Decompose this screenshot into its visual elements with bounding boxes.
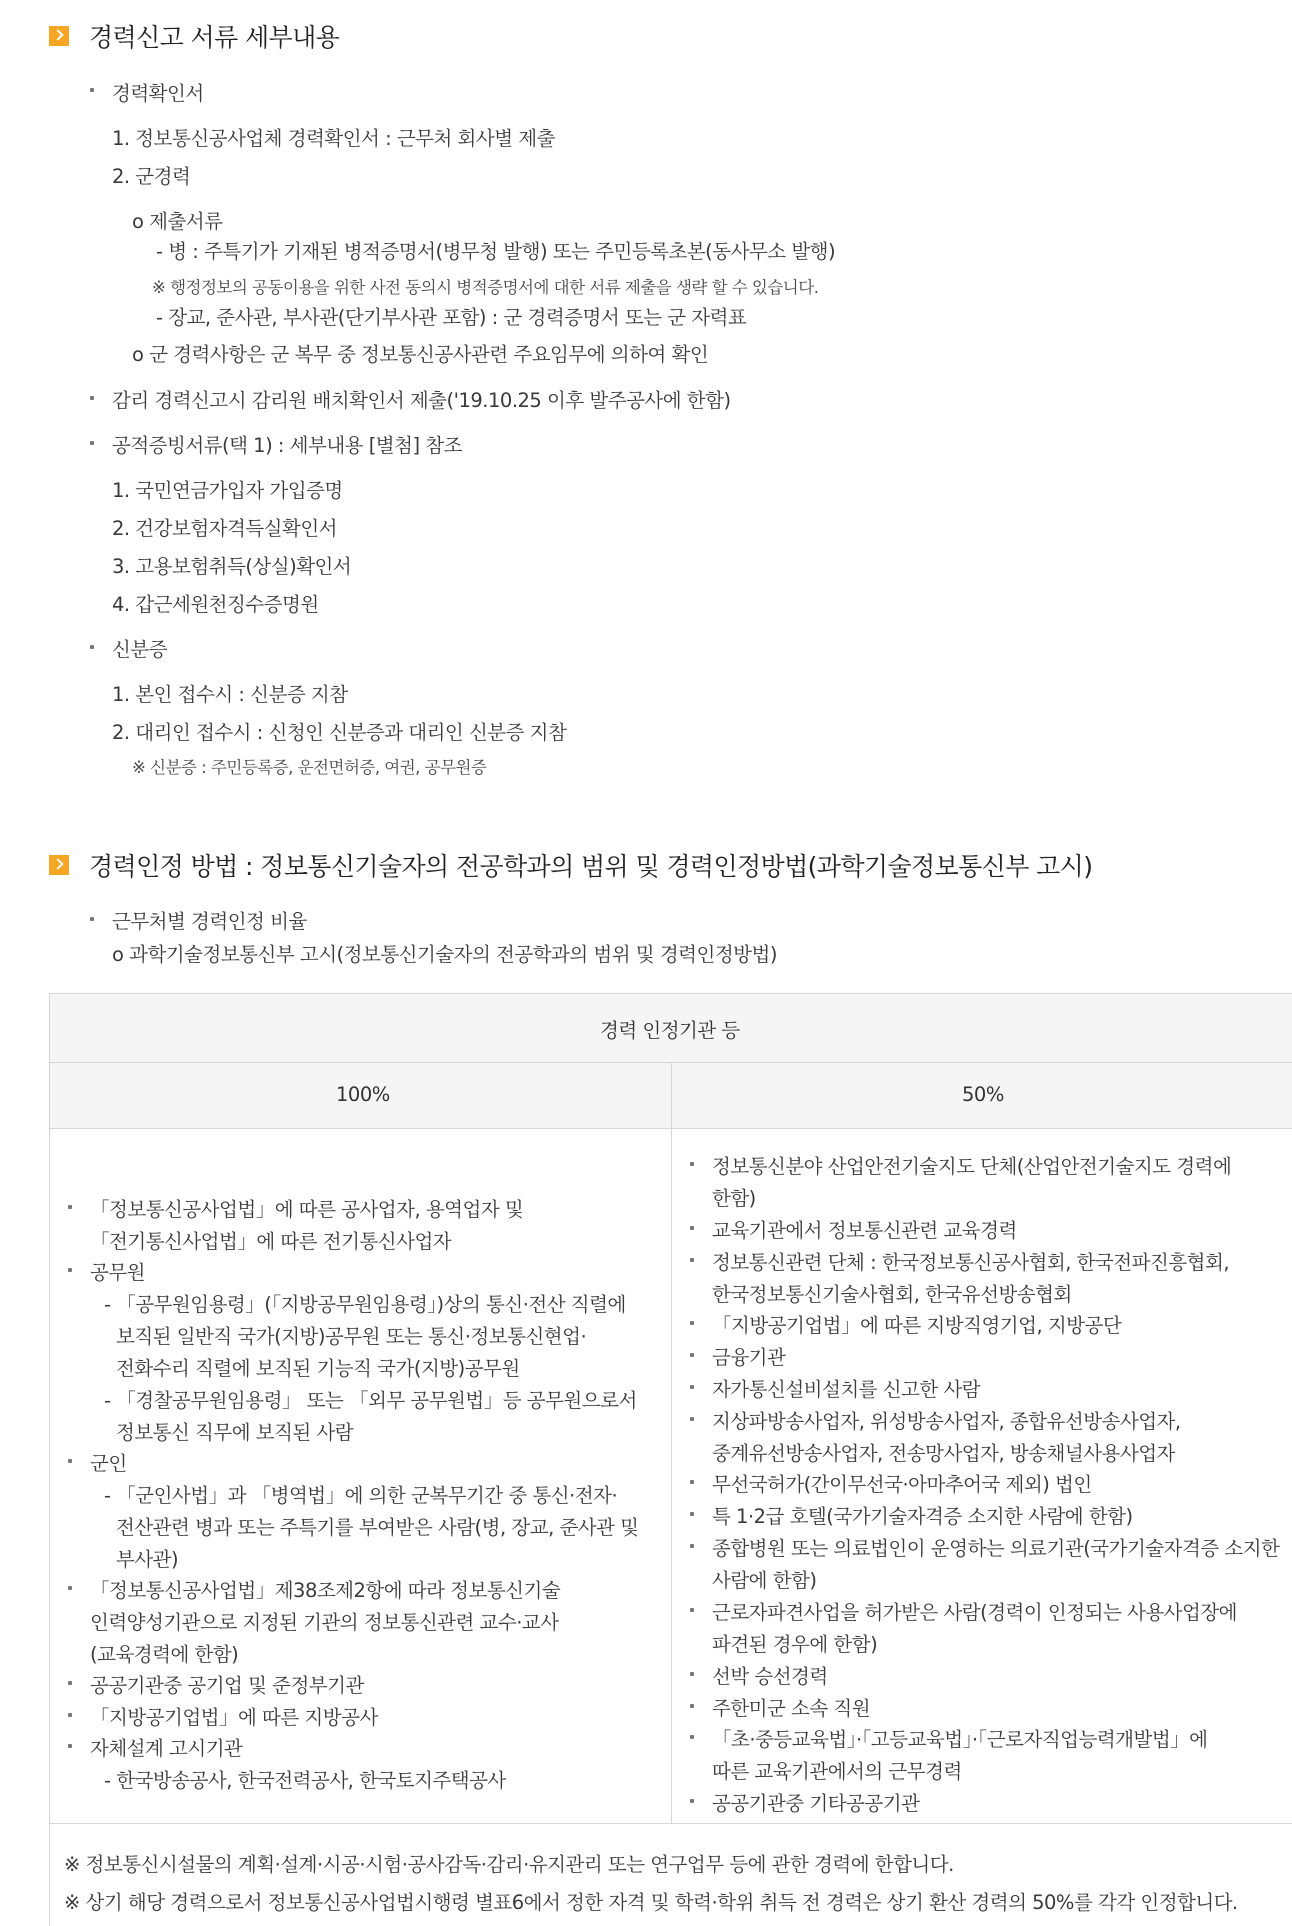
table-cell-line: 한함) — [712, 1187, 756, 1210]
list-item: 2. 건강보험자격득실확인서 — [112, 517, 338, 540]
bullet-icon — [90, 441, 94, 445]
list-item: 3. 고용보험취득(상실)확인서 — [112, 555, 352, 578]
table-cell-line: 파견된 경우에 한함) — [712, 1633, 878, 1656]
list-item: o 제출서류 — [132, 210, 223, 233]
bullet-icon — [68, 1681, 72, 1685]
bullet-icon — [690, 1672, 694, 1676]
bullet-icon — [690, 1704, 694, 1708]
table-cell-line: 「정보통신공사업법」에 따른 공사업자, 용역업자 및 — [90, 1198, 524, 1221]
table-cell-line: - 한국방송공사, 한국전력공사, 한국토지주택공사 — [104, 1769, 506, 1792]
bullet-icon — [690, 1226, 694, 1230]
table-note: ※ 상기 해당 경력으로서 정보통신공사업법시행령 별표6에서 정한 자격 및 학력·학위 취득 전 경력은 상기 환산 경력의 50%를 각각 인정합니다. — [64, 1891, 1238, 1914]
table-cell-line: 부사관) — [116, 1548, 179, 1571]
bullet-icon — [90, 88, 94, 92]
list-item: 공적증빙서류(택 1) : 세부내용 [별첨] 참조 — [112, 434, 462, 457]
table-cell-line: 선박 승선경력 — [712, 1665, 828, 1688]
bullet-icon — [690, 1799, 694, 1803]
list-item: 4. 갑근세원천징수증명원 — [112, 593, 319, 616]
bullet-icon — [690, 1321, 694, 1325]
table-cell-line: 군인 — [90, 1452, 127, 1475]
table-cell-line: 정보통신분야 산업안전기술지도 단체(산업안전기술지도 경력에 — [712, 1155, 1232, 1178]
bullet-icon — [690, 1385, 694, 1389]
table-cell-line: - 「공무원임용령」(「지방공무원임용령」)상의 통신·전산 직렬에 — [104, 1293, 626, 1316]
table-cell-line: 지상파방송사업자, 위성방송사업자, 종합유선방송사업자, — [712, 1410, 1181, 1433]
table-cell-line: 자체설계 고시기관 — [90, 1737, 243, 1760]
column-divider — [671, 1063, 672, 1823]
table-note: ※ 정보통신시설물의 계획·설계·시공·시험·공사감독·감리·유지관리 또는 연구업무 등에 관한 경력에 한합니다. — [64, 1853, 954, 1876]
table-cell-line: 정보통신 직무에 보직된 사람 — [116, 1421, 354, 1444]
list-item: o 군 경력사항은 군 복무 중 정보통신공사관련 주요임무에 의하여 확인 — [132, 343, 709, 366]
table-cell-line: 공공기관중 기타공공기관 — [712, 1792, 920, 1815]
bullet-icon — [690, 1608, 694, 1612]
table-cell-line: 「지방공기업법」에 따른 지방직영기업, 지방공단 — [712, 1314, 1122, 1337]
table-cell-line: 「전기통신사업법」에 따른 전기통신사업자 — [90, 1230, 452, 1253]
list-item: 감리 경력신고시 감리원 배치확인서 제출('19.10.25 이후 발주공사에 한함) — [112, 389, 731, 412]
bullet-icon — [690, 1512, 694, 1516]
note-text: ※ 신분증 : 주민등록증, 운전면허증, 여권, 공무원증 — [132, 758, 487, 777]
table-cell-line: 인력양성기관으로 지정된 기관의 정보통신관련 교수·교사 — [90, 1611, 559, 1634]
table-cell-line: 공무원 — [90, 1261, 146, 1284]
list-item: 1. 정보통신공사업체 경력확인서 : 근무처 회사별 제출 — [112, 127, 555, 150]
bullet-icon — [90, 396, 94, 400]
table-cell-line: 보직된 일반직 국가(지방)공무원 또는 통신·정보통신현업· — [116, 1325, 587, 1348]
table-cell-line: 한국정보통신기술사협회, 한국유선방송협회 — [712, 1283, 1072, 1306]
section-title-career-method: 경력인정 방법 : 정보통신기술자의 전공학과의 범위 및 경력인정방법(과학기술정보통신부 고시) — [89, 852, 1093, 881]
bullet-icon — [690, 1735, 694, 1739]
career-ratio-table — [49, 993, 1292, 1926]
note-text: ※ 행정정보의 공동이용을 위한 사전 동의시 병적증명서에 대한 서류 제출을 생략 할 수 있습니다. — [152, 278, 819, 297]
table-cell-line: 무선국허가(간이무선국·아마추어국 제외) 법인 — [712, 1473, 1092, 1496]
section-marker-icon — [49, 855, 69, 875]
bullet-icon — [90, 645, 94, 649]
bullet-icon — [68, 1205, 72, 1209]
table-cell-line: 중계유선방송사업자, 전송망사업자, 방송채널사용사업자 — [712, 1442, 1175, 1465]
section-title-career-documents: 경력신고 서류 세부내용 — [89, 23, 340, 52]
bullet-icon — [690, 1258, 694, 1262]
bullet-icon — [68, 1459, 72, 1463]
list-item: - 병 : 주특기가 기재된 병적증명서(병무청 발행) 또는 주민등록초본(동사무소 발행) — [156, 240, 836, 263]
list-item: 신분증 — [112, 638, 168, 661]
bullet-icon — [68, 1268, 72, 1272]
table-cell-line: 「지방공기업법」에 따른 지방공사 — [90, 1706, 378, 1729]
section-marker-icon — [49, 26, 69, 46]
table-cell-line: 금융기관 — [712, 1346, 786, 1369]
table-cell-line: 사람에 한함) — [712, 1569, 817, 1592]
list-item: 1. 본인 접수시 : 신분증 지참 — [112, 683, 348, 706]
list-item: - 장교, 준사관, 부사관(단기부사관 포함) : 군 경력증명서 또는 군 자력표 — [156, 306, 747, 329]
column-header-50: 50% — [962, 1083, 1004, 1106]
list-item: 근무처별 경력인정 비율 — [112, 910, 307, 933]
table-cell-line: 종합병원 또는 의료법인이 운영하는 의료기관(국가기술자격증 소지한 — [712, 1537, 1280, 1560]
table-cell-line: 근로자파견사업을 허가받은 사람(경력이 인정되는 사용사업장에 — [712, 1601, 1238, 1624]
list-item: 1. 국민연금가입자 가입증명 — [112, 479, 343, 502]
bullet-icon — [690, 1480, 694, 1484]
row-divider — [50, 1823, 1292, 1824]
table-cell-line: 특 1·2급 호텔(국가기술자격증 소지한 사람에 한함) — [712, 1505, 1133, 1528]
list-item: 2. 대리인 접수시 : 신청인 신분증과 대리인 신분증 지참 — [112, 721, 567, 744]
list-item: o 과학기술정보통신부 고시(정보통신기술자의 전공학과의 범위 및 경력인정방법) — [112, 943, 777, 966]
table-cell-line: - 「경찰공무원임용령」 또는 「외무 공무원법」등 공무원으로서 — [104, 1389, 637, 1412]
bullet-icon — [68, 1744, 72, 1748]
table-cell-line: (교육경력에 한함) — [90, 1643, 239, 1666]
table-cell-line: 「초·중등교육법」·「고등교육법」·「근로자직업능력개발법」에 — [712, 1728, 1208, 1751]
bullet-icon — [68, 1586, 72, 1590]
bullet-icon — [90, 917, 94, 921]
table-cell-line: 「정보통신공사업법」제38조제2항에 따라 정보통신기술 — [90, 1579, 561, 1602]
table-cell-line: 전산관련 병과 또는 주특기를 부여받은 사람(병, 장교, 준사관 및 — [116, 1516, 639, 1539]
table-cell-line: 따른 교육기관에서의 근무경력 — [712, 1760, 962, 1783]
table-cell-line: 교육기관에서 정보통신관련 교육경력 — [712, 1219, 1017, 1242]
bullet-icon — [690, 1544, 694, 1548]
bullet-icon — [690, 1417, 694, 1421]
list-item: 2. 군경력 — [112, 165, 191, 188]
list-item: 경력확인서 — [112, 82, 204, 105]
table-cell-line: - 「군인사법」과 「병역법」에 의한 군복무기간 중 통신·전자· — [104, 1484, 618, 1507]
bullet-icon — [68, 1713, 72, 1717]
table-header: 경력 인정기관 등 — [600, 1019, 740, 1042]
table-cell-line: 공공기관중 공기업 및 준정부기관 — [90, 1674, 364, 1697]
bullet-icon — [690, 1162, 694, 1166]
table-cell-line: 주한미군 소속 직원 — [712, 1697, 871, 1720]
table-cell-line: 전화수리 직렬에 보직된 기능직 국가(지방)공무원 — [116, 1357, 520, 1380]
table-cell-line: 정보통신관련 단체 : 한국정보통신공사협회, 한국전파진흥협회, — [712, 1251, 1230, 1274]
column-header-100: 100% — [336, 1083, 390, 1106]
bullet-icon — [690, 1353, 694, 1357]
table-cell-line: 자가통신설비설치를 신고한 사람 — [712, 1378, 981, 1401]
